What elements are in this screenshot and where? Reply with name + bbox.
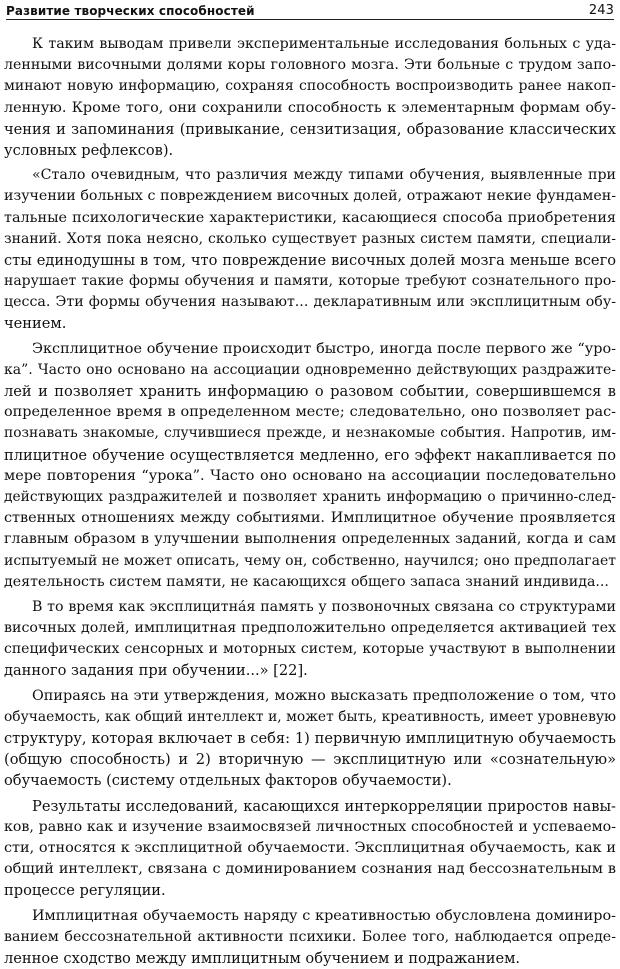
text-line: ленную. Кроме того, они сохранили способность к элементарным формам обу- (4, 98, 616, 119)
text-line: изучении больных с повреждением височных долей, отражают некие фундамен- (4, 186, 616, 207)
paragraph (4, 34, 616, 161)
text-line: тальные психологические характеристики, касающиеся способа приобретения (4, 208, 616, 229)
text-line: височных долей, имплицитная предположительно определяется активацией тех (4, 618, 616, 639)
text-line: ванием бессознательной активности психики. Более того, наблюдается опреде- (4, 927, 616, 948)
text-line: общий интеллект, связана с доминированием сознания над бессознательным в (4, 859, 616, 880)
text-line: цесса. Эти формы обучения называют... декларативным или эксплицитным обу- (4, 292, 616, 313)
text-line: специфических сенсорных и моторных систем, которые участвуют в выполнении (4, 639, 616, 660)
text-line: Эксплицитное обучение происходит быстро, иногда после первого же “уро- (4, 339, 616, 360)
text-line: данного задания при обучении...» [22]. (4, 660, 616, 681)
text-line: обучаемость (систему отдельных факторов обучаемости). (4, 770, 616, 791)
text-line: Имплицитная обучаемость наряду с креативностью обусловлена доминиро- (4, 906, 616, 927)
text-line: сти, относятся к эксплицитной обучаемости. Эксплицитная обучаемость, как и (4, 838, 616, 859)
paragraph (4, 339, 616, 593)
text-line: сты единодушны в том, что повреждение височных долей мозга меньше всего (4, 250, 616, 271)
paragraph (4, 906, 616, 969)
text-line: В то время как эксплицитна́я память у позвоночных связана со структурами (4, 597, 616, 618)
text-line: чением. (4, 313, 616, 334)
text-line: минают новую информацию, сохраняя способность воспроизводить ранее накоп- (4, 76, 616, 97)
text-line: знаний. Хотя пока неясно, сколько существует разных систем памяти, специали- (4, 229, 616, 250)
text-line: главным образом в улучшении выполнения определенных заданий, когда и сам (4, 529, 616, 550)
running-title: Развитие творческих способностей (6, 4, 255, 18)
text-line: лей и позволяет хранить информацию о разовом событии, совершившемся в (4, 381, 616, 402)
text-line: (общую способность) и 2) вторичную — эксплицитную или «сознательную» (4, 749, 616, 770)
text-line: нарушает такие формы обучения и памяти, которые требуют сознательного про- (4, 271, 616, 292)
running-head (6, 2, 614, 18)
text-line: познавать знакомые, случившиеся прежде, и незнакомые события. Напротив, им- (4, 423, 616, 444)
text-line: деятельность систем памяти, не касающихся общего запаса знаний индивида... (4, 572, 616, 593)
paragraph (4, 597, 616, 682)
text-line: испытуемый не может описать, чему он, собственно, научился; оно предполагает (4, 551, 616, 572)
text-line: процессе регуляции. (4, 880, 616, 901)
paragraph (4, 686, 616, 792)
text-line: Опираясь на эти утверждения, можно высказать предположение о том, что (4, 686, 616, 707)
text-line: действующих раздражителей и позволяет хранить информацию о причинно-след- (4, 487, 616, 508)
paragraph (4, 165, 616, 335)
text-line: плицитное обучение осуществляется медленно, его эффект накапливается по (4, 445, 616, 466)
text-line: чения и запоминания (привыкание, сензитизация, образование классических (4, 119, 616, 140)
page-number: 243 (589, 3, 614, 18)
paragraph (4, 796, 616, 902)
text-line: мере повторения “урока”. Часто оно основано на ассоциации последовательно (4, 466, 616, 487)
text-line: К таким выводам привели экспериментальные исследования больных с уда- (4, 34, 616, 55)
text-line: определенное время в определенном месте; следовательно, оно позволяет рас- (4, 402, 616, 423)
text-line: ственных отношениях между событиями. Имплицитное обучение проявляется (4, 508, 616, 529)
text-line: Результаты исследований, касающихся интеркорреляции приростов навы- (4, 796, 616, 817)
header-rule (6, 19, 614, 20)
text-line: ков, равно как и изучение взаимосвязей личностных способностей и успеваемо- (4, 817, 616, 838)
text-line: ка”. Часто оно основано на ассоциации одновременно действующих раздражите- (4, 360, 616, 381)
text-line: условных рефлексов). (4, 140, 616, 161)
body-text (4, 34, 616, 969)
text-line: обучаемость, как общий интеллект и, может быть, креативность, имеет уровневую (4, 707, 616, 728)
text-line: ленными височными долями коры головного мозга. Эти больные с трудом запо- (4, 55, 616, 76)
text-line: ленное сходство между имплицитным обучением и подражанием. (4, 948, 616, 969)
text-line: структуру, которая включает в себя: 1) первичную имплицитную обучаемость (4, 728, 616, 749)
text-line: «Стало очевидным, что различия между типами обучения, выявленные при (4, 165, 616, 186)
